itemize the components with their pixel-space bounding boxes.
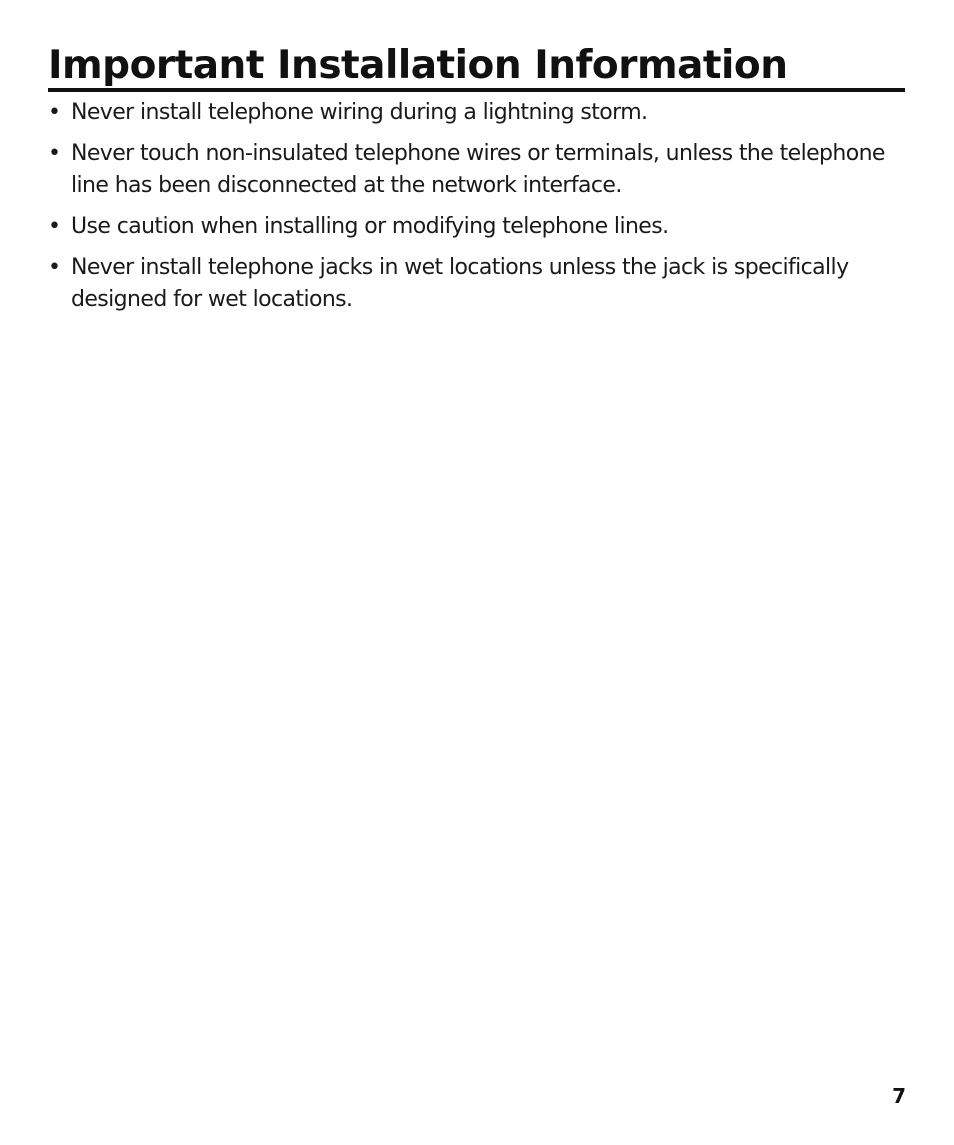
page-title: Important Installation Information xyxy=(48,40,905,92)
bullet-icon: • xyxy=(48,141,61,166)
safety-bullet-list xyxy=(48,97,898,325)
bullet-icon: • xyxy=(48,214,61,239)
list-item-text: Never install telephone jacks in wet locations unless the jack is specifically designed for wet locations. xyxy=(71,255,849,312)
list-item xyxy=(48,138,898,202)
list-item xyxy=(48,252,898,316)
bullet-icon: • xyxy=(48,255,61,280)
bullet-icon: • xyxy=(48,100,61,125)
list-item-text: Never touch non-insulated telephone wires or terminals, unless the telephone line has been disconnected at the network interface. xyxy=(71,141,885,198)
list-item-text: Never install telephone wiring during a lightning storm. xyxy=(71,100,648,125)
list-item-text: Use caution when installing or modifying telephone lines. xyxy=(71,214,669,239)
list-item xyxy=(48,211,898,243)
page-number: 7 xyxy=(892,1084,906,1108)
list-item xyxy=(48,97,898,129)
